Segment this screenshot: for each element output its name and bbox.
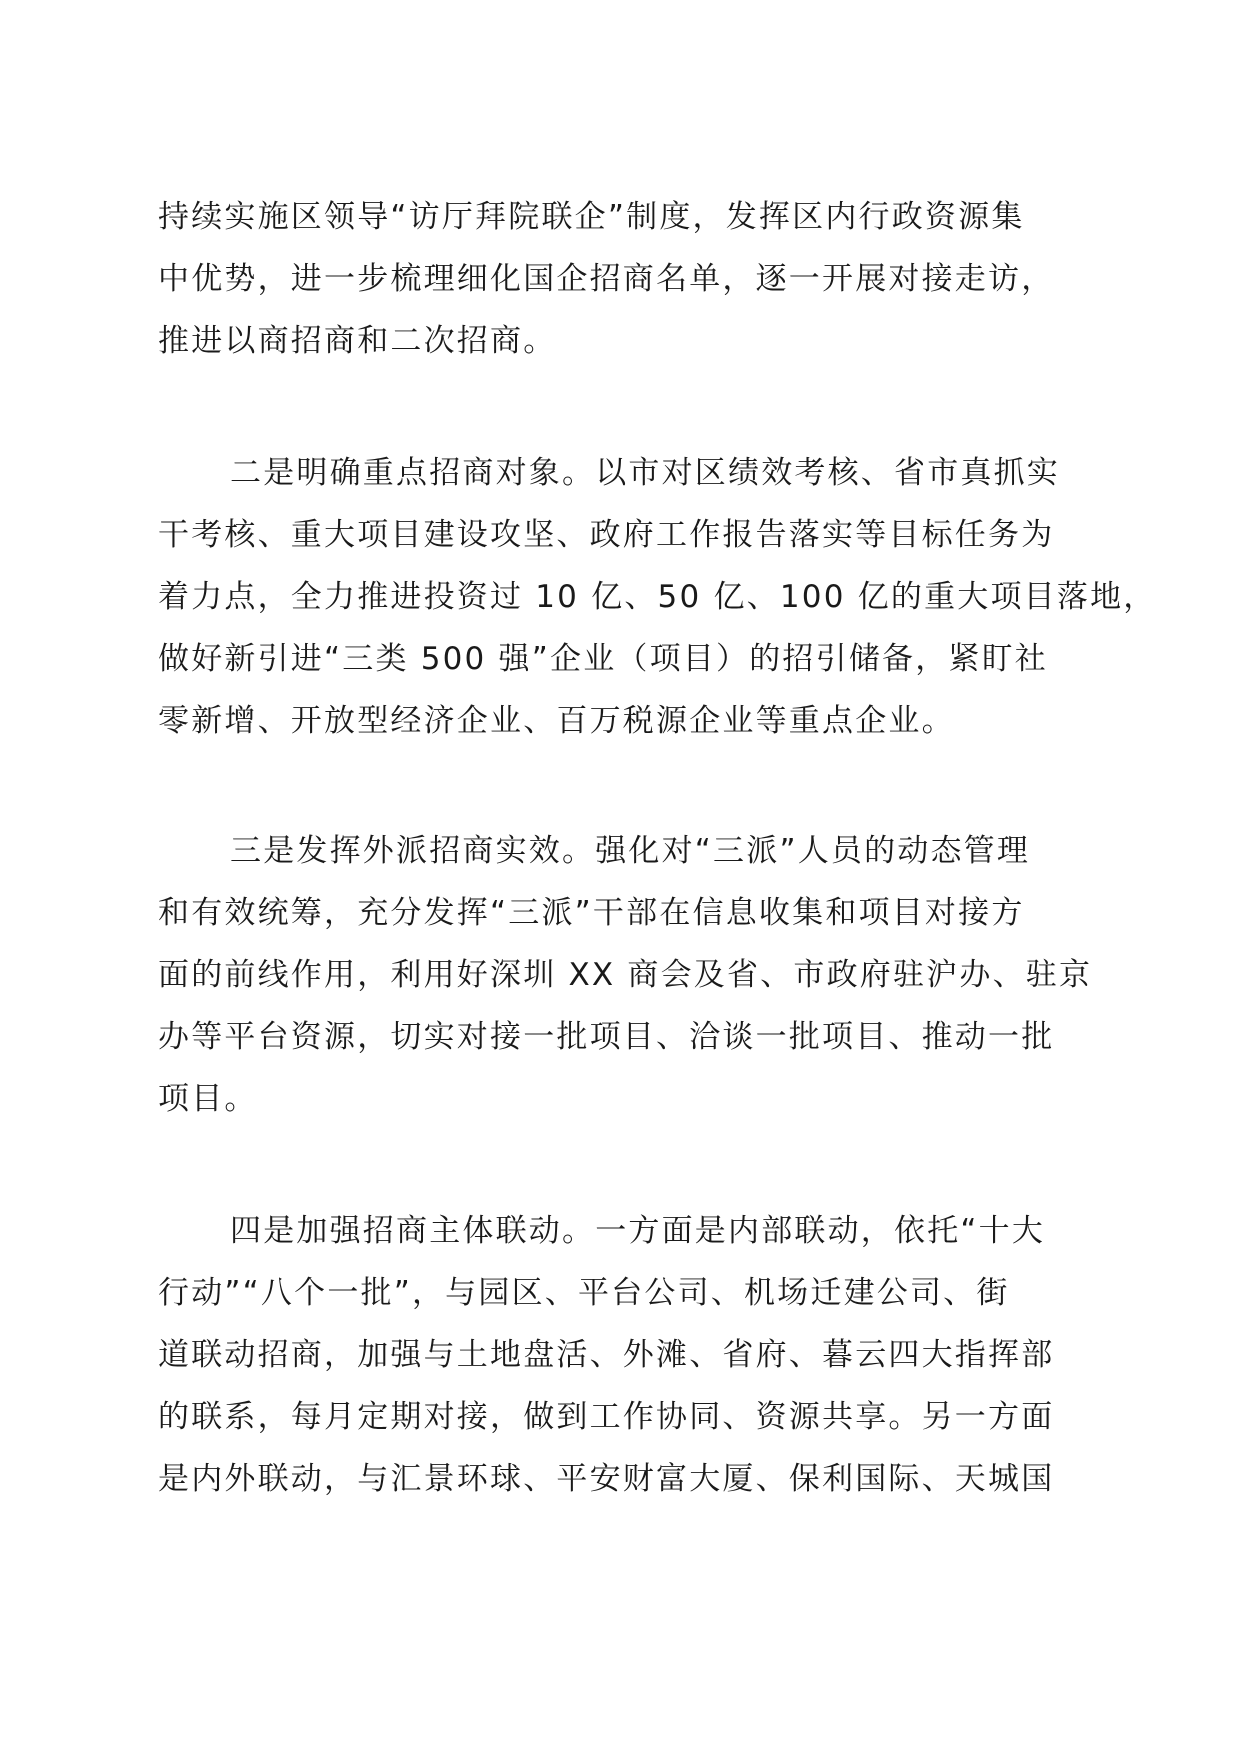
paragraph-4-line-3: 道联动招商，加强与土地盘活、外滩、省府、暮云四大指挥部 — [158, 1337, 1055, 1373]
paragraph-4-line-1: 四是加强招商主体联动。一方面是内部联动，依托“十大 — [230, 1213, 1046, 1249]
paragraph-3-line-1: 三是发挥外派招商实效。强化对“三派”人员的动态管理 — [230, 833, 1031, 869]
paragraph-3-line-2: 和有效统筹，充分发挥“三派”干部在信息收集和项目对接方 — [158, 895, 1025, 931]
paragraph-2-line-4: 做好新引进“三类 500 强”企业（项目）的招引储备，紧盯社 — [158, 641, 1048, 677]
paragraph-4-line-5: 是内外联动，与汇景环球、平安财富大厦、保利国际、天城国 — [158, 1461, 1055, 1497]
paragraph-4-line-2: 行动”“八个一批”，与园区、平台公司、机场迁建公司、街 — [158, 1275, 1010, 1311]
paragraph-1-line-3: 推进以商招商和二次招商。 — [158, 323, 557, 359]
paragraph-4-line-4: 的联系，每月定期对接，做到工作协同、资源共享。另一方面 — [158, 1399, 1055, 1435]
paragraph-1-line-2: 中优势，进一步梳理细化国企招商名单，逐一开展对接走访， — [158, 261, 1055, 297]
paragraph-2-line-1: 二是明确重点招商对象。以市对区绩效考核、省市真抓实 — [230, 455, 1060, 491]
paragraph-3-line-5: 项目。 — [158, 1081, 258, 1117]
paragraph-1-line-1: 持续实施区领导“访厅拜院联企”制度，发挥区内行政资源集 — [158, 199, 1025, 235]
paragraph-3-line-3: 面的前线作用，利用好深圳 XX 商会及省、市政府驻沪办、驻京 — [158, 957, 1093, 993]
paragraph-2-line-5: 零新增、开放型经济企业、百万税源企业等重点企业。 — [158, 703, 955, 739]
paragraph-2-line-2: 干考核、重大项目建设攻坚、政府工作报告落实等目标任务为 — [158, 517, 1055, 553]
paragraph-3-line-4: 办等平台资源，切实对接一批项目、洽谈一批项目、推动一批 — [158, 1019, 1055, 1055]
paragraph-2-line-3: 着力点，全力推进投资过 10 亿、50 亿、100 亿的重大项目落地， — [158, 579, 1157, 615]
